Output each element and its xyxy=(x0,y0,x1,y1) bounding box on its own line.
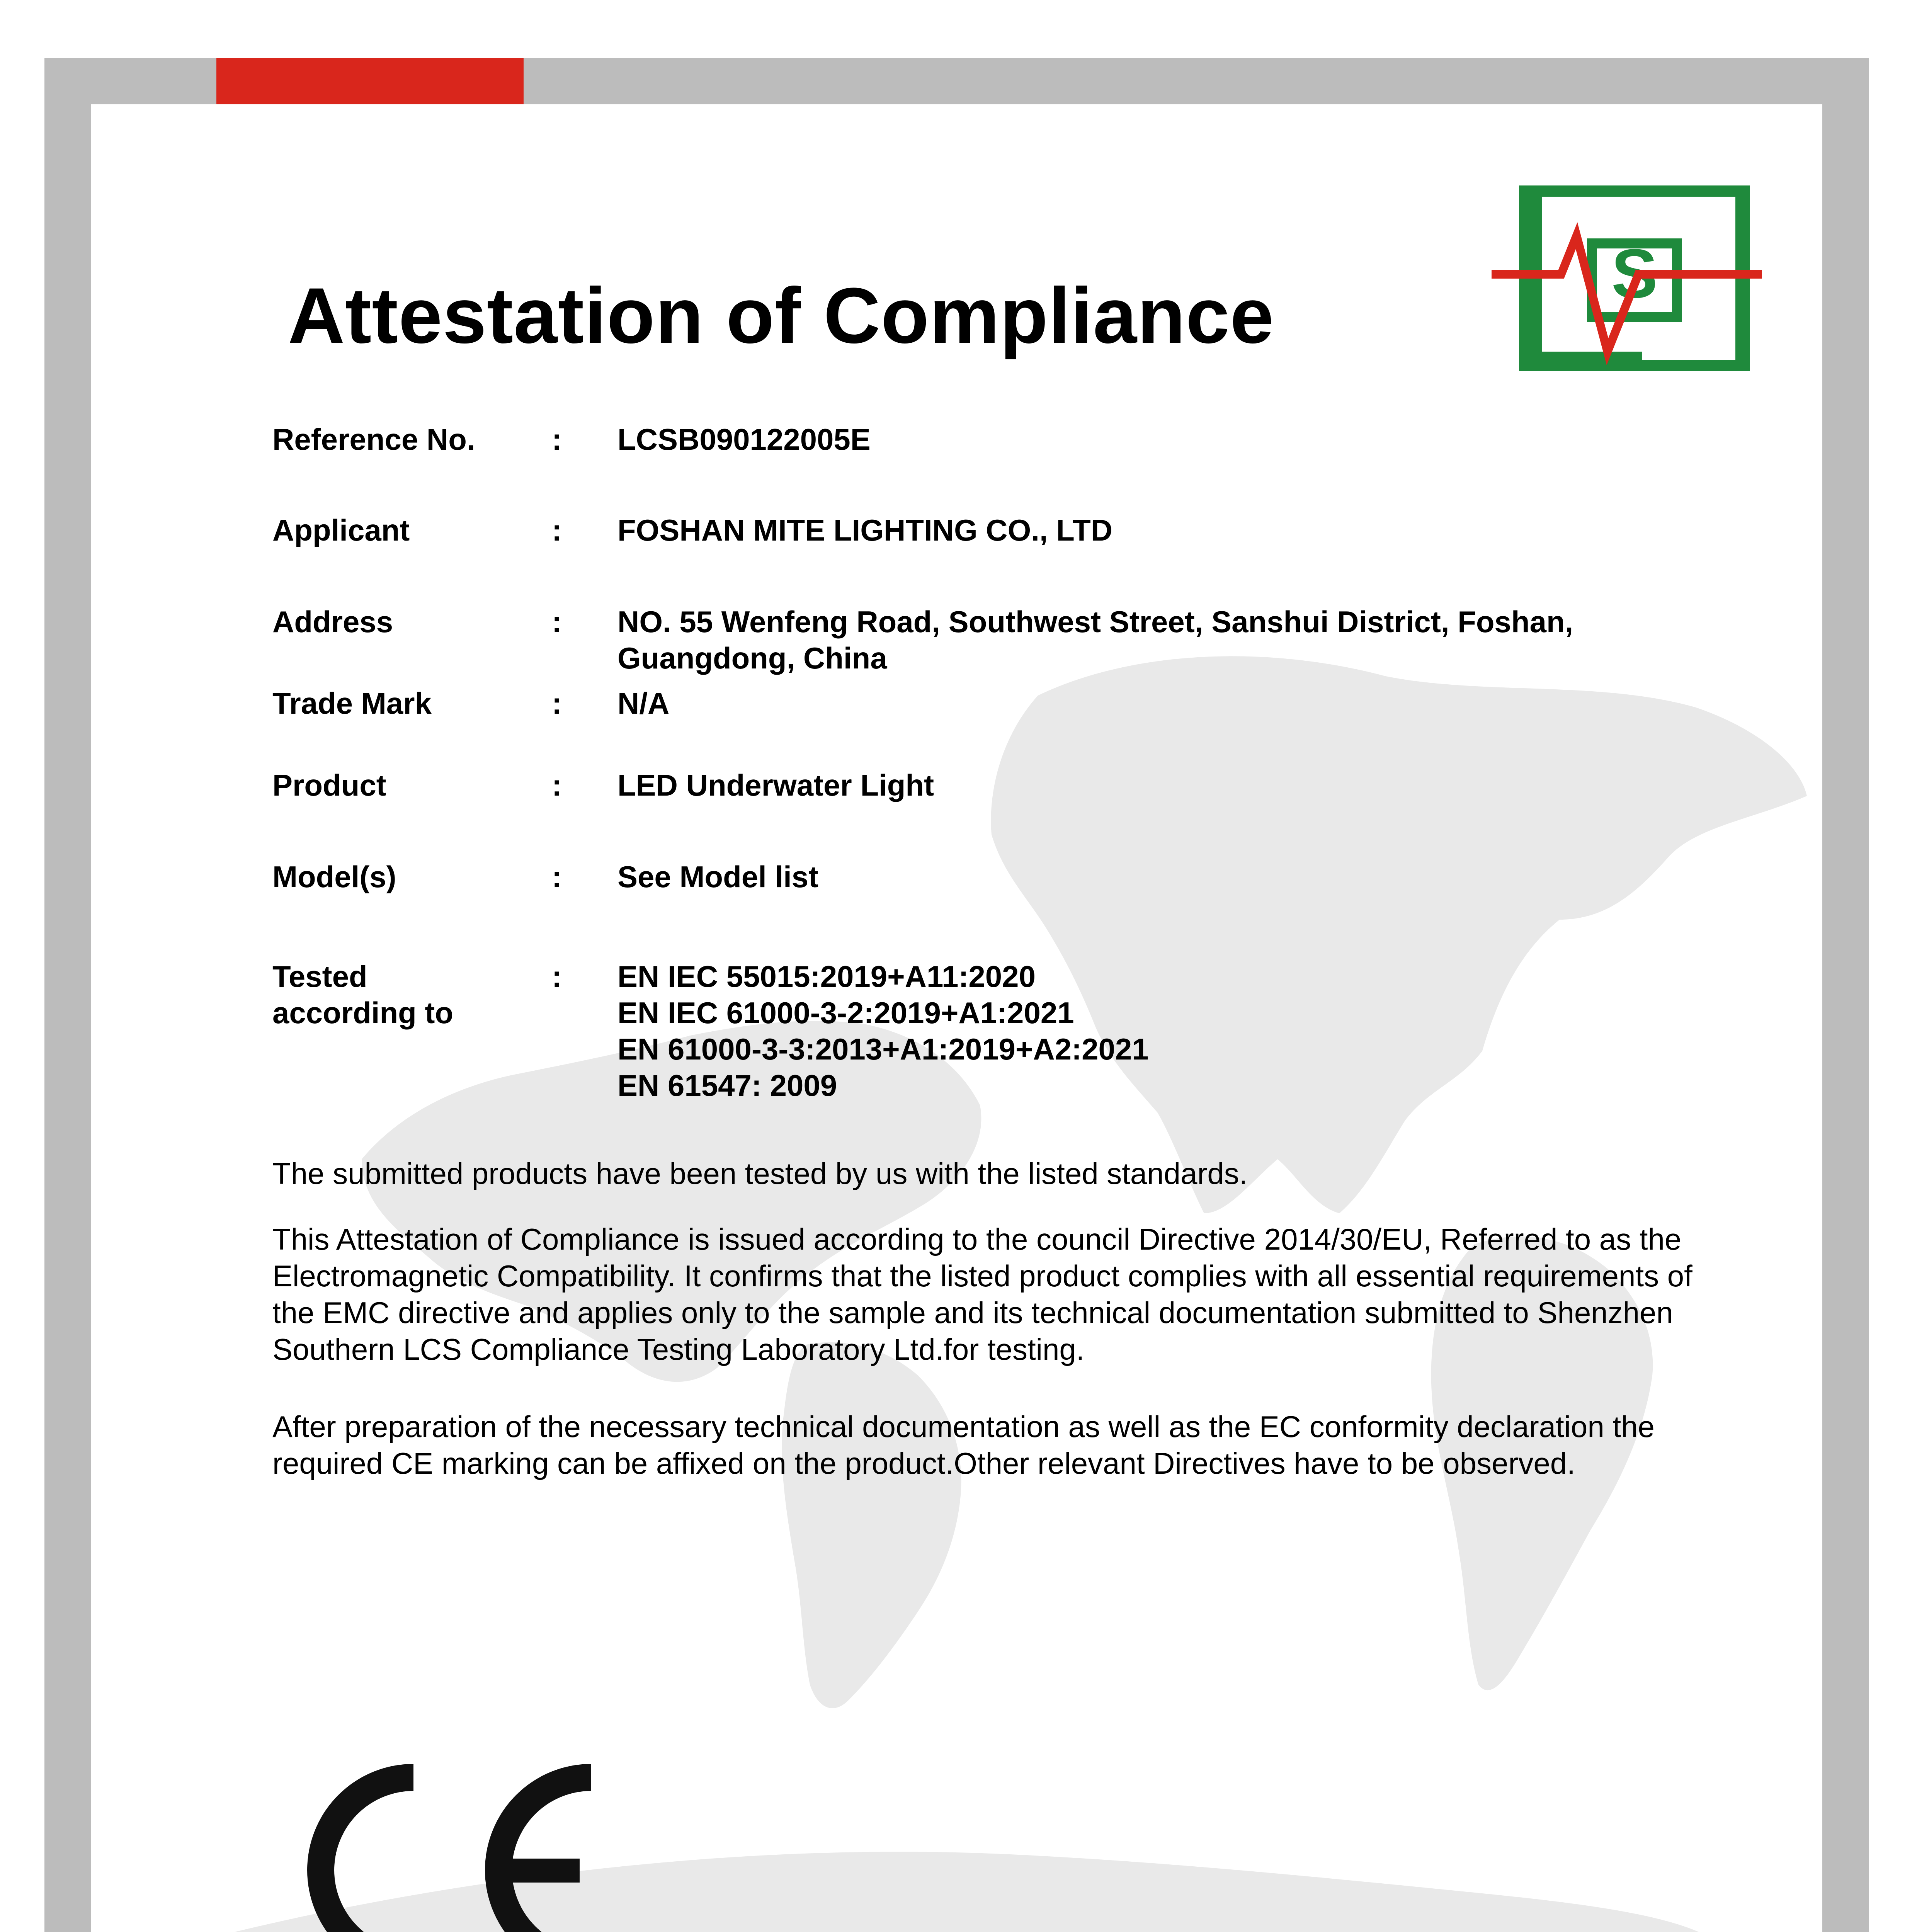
paragraph-directive: This Attestation of Compliance is issued according to the council Directive 2014/30/EU, Referred to as the Electromagnetic Compatibility. It confirms that the listed product complies with all essential requirements of the EMC directive and applies only to the sample and its technical documentation submitted to Shenzhen Southern LCS Compliance Testing Laboratory Ltd.for testing. xyxy=(272,1222,1692,1366)
address-value-line-2: Guangdong, China xyxy=(617,641,887,675)
colon: : xyxy=(552,513,562,547)
standard-3: EN 61000-3-3:2013+A1:2019+A2:2021 xyxy=(617,1032,1149,1066)
colon: : xyxy=(552,605,562,639)
tested-label: Tested xyxy=(272,959,367,993)
models-value: See Model list xyxy=(617,860,819,894)
reference-no-value: LCSB090122005E xyxy=(617,422,871,456)
address-label: Address xyxy=(272,605,393,639)
address-value-line-1: NO. 55 Wenfeng Road, Southwest Street, Sanshui District, Foshan, xyxy=(617,605,1573,639)
top-red-tab xyxy=(216,58,524,104)
ce-mark-logo xyxy=(286,1762,603,1932)
standard-1: EN IEC 55015:2019+A11:2020 xyxy=(617,959,1036,993)
colon: : xyxy=(552,959,562,993)
standard-4: EN 61547: 2009 xyxy=(617,1068,837,1102)
trade-mark-label: Trade Mark xyxy=(272,686,432,720)
product-label: Product xyxy=(272,768,386,802)
svg-text:S: S xyxy=(1611,235,1658,313)
models-label: Model(s) xyxy=(272,860,396,894)
applicant-value: FOSHAN MITE LIGHTING CO., LTD xyxy=(617,513,1113,547)
product-value: LED Underwater Light xyxy=(617,768,934,802)
trade-mark-value: N/A xyxy=(617,686,670,720)
document-title: Attestation of Compliance xyxy=(288,272,1274,360)
reference-no-label: Reference No. xyxy=(272,422,475,456)
colon: : xyxy=(552,686,562,720)
colon: : xyxy=(552,768,562,802)
colon: : xyxy=(552,860,562,894)
standard-2: EN IEC 61000-3-2:2019+A1:2021 xyxy=(617,996,1074,1030)
according-to-label: according to xyxy=(272,996,454,1030)
colon: : xyxy=(552,422,562,456)
paragraph-tested-statement: The submitted products have been tested by us with the listed standards. xyxy=(272,1156,1248,1190)
lcs-logo xyxy=(1492,185,1762,371)
paragraph-ce-marking: After preparation of the necessary technical documentation as well as the EC conformity declaration the required CE marking can be affixed on the product.Other relevant Directives have to be observed. xyxy=(272,1410,1655,1480)
applicant-label: Applicant xyxy=(272,513,410,547)
